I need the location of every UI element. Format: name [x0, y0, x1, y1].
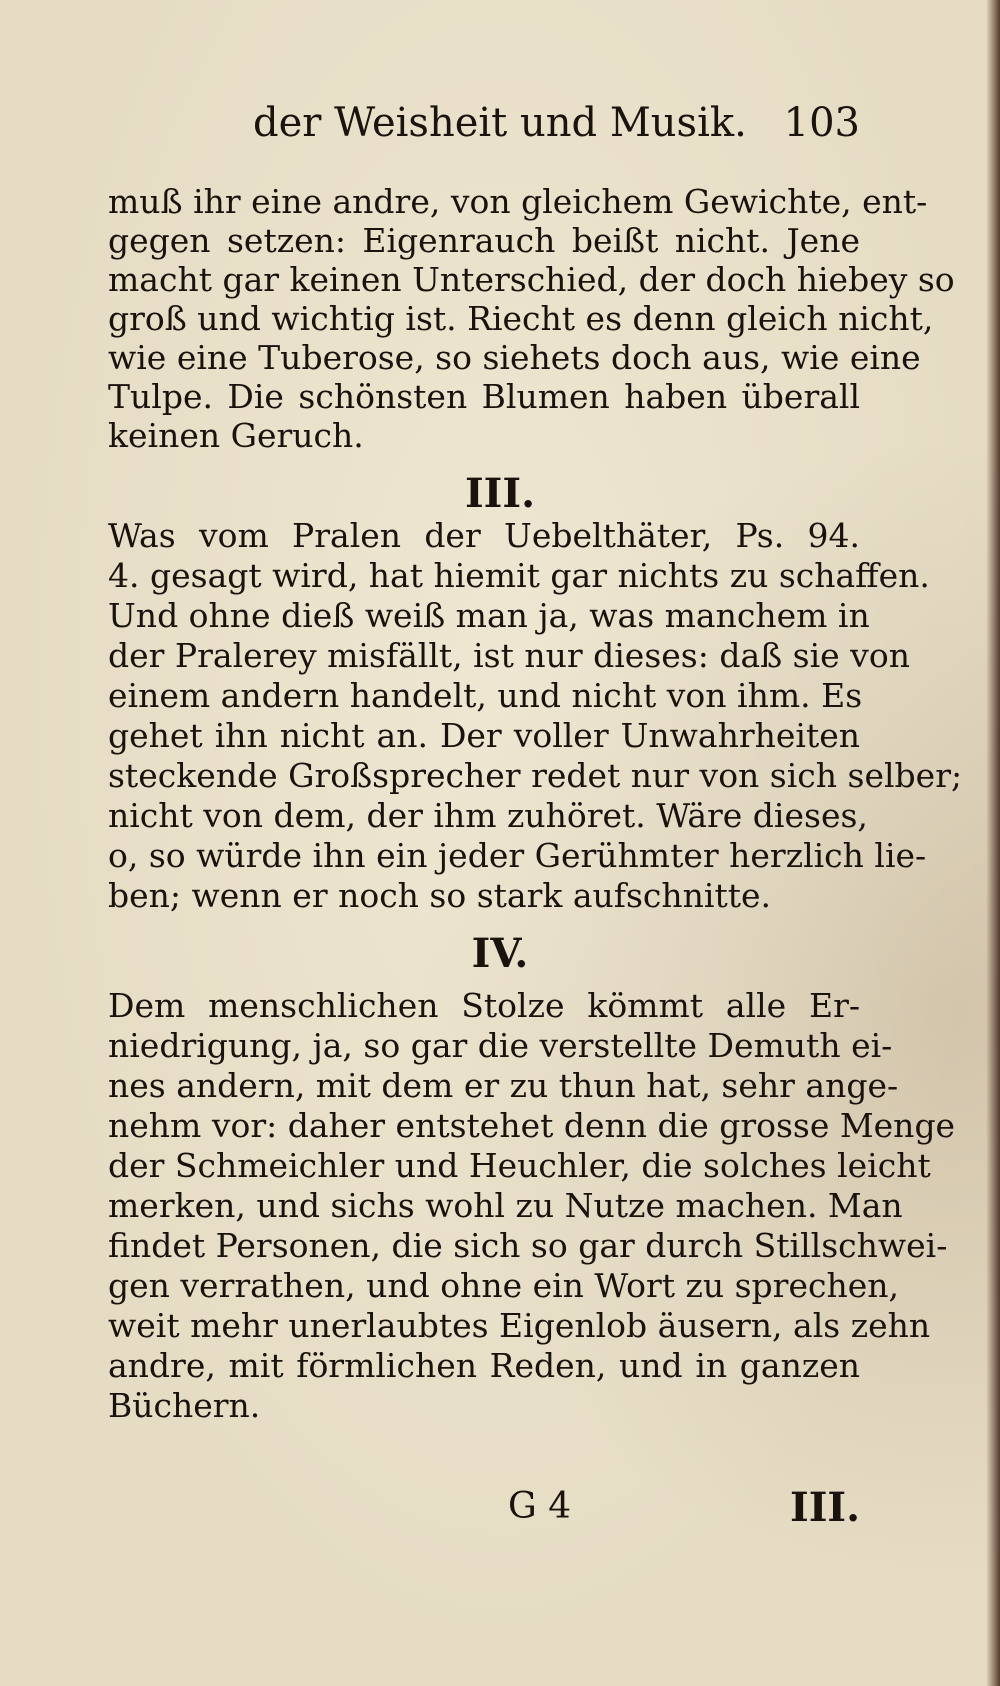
text-line: findet Personen, die sich so gar durch Stillschwei- [108, 1226, 948, 1265]
text-line: nicht von dem, der ihm zuhöret. Wäre dieses, [108, 796, 868, 835]
text-line: Büchern. [108, 1386, 261, 1425]
catchword: III. [790, 1484, 861, 1531]
text-line: Was vom Pralen der Uebelthäter, Ps. 94. [108, 516, 860, 555]
page-edge-shadow [986, 0, 1000, 1686]
text-line: der Schmeichler und Heuchler, die solches leicht [108, 1146, 931, 1185]
text-line: steckende Großsprecher redet nur von sich selber; [108, 756, 963, 795]
text-line: gehet ihn nicht an. Der voller Unwahrheiten [108, 716, 860, 755]
text-line: 4. gesagt wird, hat hiemit gar nichts zu schaffen. [108, 556, 930, 595]
text-line: muß ihr eine andre, von gleichem Gewichte, ent- [108, 182, 928, 221]
text-line: macht gar keinen Unterschied, der doch hiebey so [108, 260, 955, 299]
text-line: gen verrathen, und ohne ein Wort zu sprechen, [108, 1266, 899, 1305]
text-line: merken, und sichs wohl zu Nutze machen. Man [108, 1186, 903, 1225]
text-line: andre, mit förmlichen Reden, und in ganzen [108, 1346, 860, 1385]
text-line: Und ohne dieß weiß man ja, was manchem in [108, 596, 870, 635]
text-line: der Pralerey misfällt, ist nur dieses: daß sie von [108, 636, 910, 675]
text-line: wie eine Tuberose, so siehets doch aus, wie eine [108, 338, 921, 377]
section-heading: IV. [471, 930, 529, 977]
text-line: niedrigung, ja, so gar die verstellte Demuth ei- [108, 1026, 893, 1065]
text-line: einem andern handelt, und nicht von ihm. Es [108, 676, 863, 715]
text-line: weit mehr unerlaubtes Eigenlob äusern, als zehn [108, 1306, 931, 1345]
text-line: Tulpe. Die schönsten Blumen haben überall [108, 377, 860, 416]
running-title: der Weisheit und Musik. [253, 100, 747, 146]
text-line: keinen Geruch. [108, 416, 364, 455]
text-line: nehm vor: daher entstehet denn die grosse Menge [108, 1106, 956, 1145]
text-line: Dem menschlichen Stolze kömmt alle Er- [108, 986, 860, 1025]
text-line: o, so würde ihn ein jeder Gerühmter herzlich lie- [108, 836, 927, 875]
text-line: groß und wichtig ist. Riecht es denn gleich nicht, [108, 299, 934, 338]
page-number: 103 [783, 100, 860, 146]
signature-mark: G 4 [508, 1486, 572, 1527]
text-line: gegen setzen: Eigenrauch beißt nicht. Jene [108, 221, 860, 260]
page-header [108, 100, 860, 160]
text-line: ben; wenn er noch so stark aufschnitte. [108, 876, 772, 915]
text-line: nes andern, mit dem er zu thun hat, sehr ange- [108, 1066, 899, 1105]
section-heading: III. [464, 470, 536, 517]
